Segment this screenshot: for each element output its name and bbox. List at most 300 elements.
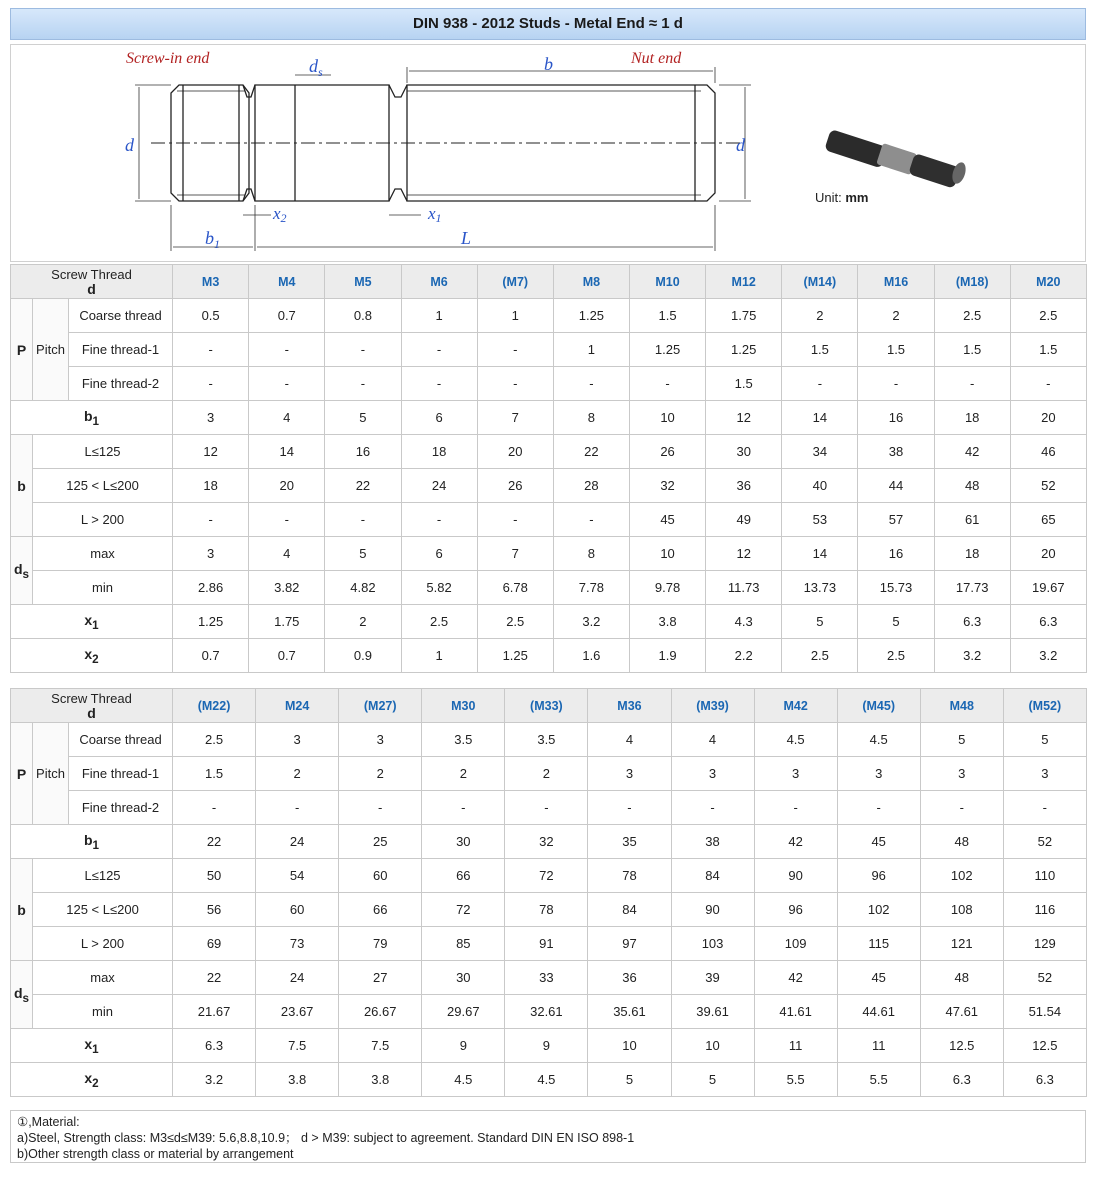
- value-cell: 3: [588, 757, 671, 791]
- value-cell: M10: [629, 265, 705, 299]
- value-cell: 3.5: [422, 723, 505, 757]
- value-cell: 48: [934, 469, 1010, 503]
- table-row: [11, 995, 1087, 1029]
- fine1-label: Fine thread-1: [69, 333, 173, 367]
- fine1-label: Fine thread-1: [69, 757, 173, 791]
- value-cell: 47.61: [920, 995, 1003, 1029]
- value-cell: 42: [754, 961, 837, 995]
- value-cell: (M45): [837, 689, 920, 723]
- value-cell: (M27): [339, 689, 422, 723]
- value-cell: 1: [401, 299, 477, 333]
- value-cell: 2: [858, 299, 934, 333]
- value-cell: 11.73: [706, 571, 782, 605]
- value-cell: (M18): [934, 265, 1010, 299]
- nut-end-label: Nut end: [631, 50, 682, 67]
- value-cell: 73: [256, 927, 339, 961]
- value-cell: 3.2: [173, 1063, 256, 1097]
- value-cell: M3: [173, 265, 249, 299]
- value-cell: 52: [1010, 469, 1086, 503]
- value-cell: 48: [920, 961, 1003, 995]
- value-cell: 7.78: [553, 571, 629, 605]
- value-cell: 3: [173, 401, 249, 435]
- min-label: min: [33, 571, 173, 605]
- value-cell: 7: [477, 537, 553, 571]
- value-cell: 5.5: [754, 1063, 837, 1097]
- value-cell: 2.5: [477, 605, 553, 639]
- x2-row-label: $x_2$: [11, 639, 173, 673]
- value-cell: 72: [505, 859, 588, 893]
- value-cell: 32: [629, 469, 705, 503]
- value-cell: 52: [1003, 961, 1086, 995]
- value-cell: 9.78: [629, 571, 705, 605]
- table-row: [11, 435, 1087, 469]
- material-notes: [10, 1110, 1086, 1163]
- value-cell: 49: [706, 503, 782, 537]
- value-cell: 3.2: [1010, 639, 1086, 673]
- value-cell: 3: [671, 757, 754, 791]
- value-cell: 0.5: [173, 299, 249, 333]
- page-title: DIN 938 - 2012 Studs - Metal End ≈ 1 d: [10, 8, 1086, 40]
- value-cell: 1.5: [858, 333, 934, 367]
- value-cell: (M39): [671, 689, 754, 723]
- value-cell: 42: [934, 435, 1010, 469]
- value-cell: 91: [505, 927, 588, 961]
- l200-label: L > 200: [33, 927, 173, 961]
- max-label: max: [33, 537, 173, 571]
- value-cell: 20: [1010, 537, 1086, 571]
- value-cell: 26: [477, 469, 553, 503]
- value-cell: 26: [629, 435, 705, 469]
- value-cell: -: [249, 367, 325, 401]
- value-cell: 1.25: [706, 333, 782, 367]
- value-cell: 11: [754, 1029, 837, 1063]
- coarse-label: Coarse thread: [69, 723, 173, 757]
- table-row: [11, 299, 1087, 333]
- value-cell: 18: [401, 435, 477, 469]
- value-cell: (M7): [477, 265, 553, 299]
- value-cell: 11: [837, 1029, 920, 1063]
- value-cell: 3.8: [629, 605, 705, 639]
- value-cell: 3: [173, 537, 249, 571]
- fine2-label: Fine thread-2: [69, 367, 173, 401]
- value-cell: 2.5: [1010, 299, 1086, 333]
- value-cell: 46: [1010, 435, 1086, 469]
- b1-label: $b_1$: [205, 228, 220, 251]
- value-cell: 45: [837, 961, 920, 995]
- value-cell: 57: [858, 503, 934, 537]
- b-label: b: [544, 54, 553, 74]
- value-cell: -: [588, 791, 671, 825]
- value-cell: -: [754, 791, 837, 825]
- value-cell: 35.61: [588, 995, 671, 1029]
- value-cell: 4.5: [754, 723, 837, 757]
- value-cell: 12: [706, 401, 782, 435]
- table-row: [11, 859, 1087, 893]
- value-cell: 3: [1003, 757, 1086, 791]
- value-cell: 1.5: [706, 367, 782, 401]
- value-cell: -: [249, 503, 325, 537]
- value-cell: 13.73: [782, 571, 858, 605]
- value-cell: 5.82: [401, 571, 477, 605]
- b-row-label: b: [11, 859, 33, 961]
- value-cell: 6: [401, 401, 477, 435]
- value-cell: 36: [588, 961, 671, 995]
- value-cell: 5: [920, 723, 1003, 757]
- value-cell: 30: [706, 435, 782, 469]
- value-cell: 2.86: [173, 571, 249, 605]
- table-row: [11, 503, 1087, 537]
- value-cell: 90: [754, 859, 837, 893]
- value-cell: -: [325, 333, 401, 367]
- value-cell: 40: [782, 469, 858, 503]
- value-cell: 4.5: [837, 723, 920, 757]
- value-cell: 2: [256, 757, 339, 791]
- value-cell: 96: [754, 893, 837, 927]
- value-cell: 29.67: [422, 995, 505, 1029]
- value-cell: 35: [588, 825, 671, 859]
- value-cell: 3: [837, 757, 920, 791]
- value-cell: 3.2: [934, 639, 1010, 673]
- value-cell: 14: [249, 435, 325, 469]
- value-cell: 79: [339, 927, 422, 961]
- value-cell: -: [934, 367, 1010, 401]
- value-cell: 5: [588, 1063, 671, 1097]
- value-cell: 32.61: [505, 995, 588, 1029]
- value-cell: -: [173, 367, 249, 401]
- value-cell: M20: [1010, 265, 1086, 299]
- value-cell: 17.73: [934, 571, 1010, 605]
- value-cell: 30: [422, 961, 505, 995]
- note-line: a)Steel, Strength class: M3≤d≤M39: 5.6,8.8,10.9； d > M39: subject to agreement. Standard DIN EN ISO 898-1: [17, 1131, 635, 1145]
- value-cell: 5: [325, 401, 401, 435]
- value-cell: 6.3: [1003, 1063, 1086, 1097]
- value-cell: 96: [837, 859, 920, 893]
- value-cell: 14: [782, 537, 858, 571]
- value-cell: -: [422, 791, 505, 825]
- value-cell: 5.5: [837, 1063, 920, 1097]
- value-cell: 1.25: [553, 299, 629, 333]
- value-cell: 38: [671, 825, 754, 859]
- value-cell: 52: [1003, 825, 1086, 859]
- value-cell: 2: [782, 299, 858, 333]
- l125-label: L≤125: [33, 435, 173, 469]
- table-row: [11, 333, 1087, 367]
- value-cell: 18: [934, 537, 1010, 571]
- value-cell: 129: [1003, 927, 1086, 961]
- value-cell: 22: [325, 469, 401, 503]
- value-cell: 4.5: [422, 1063, 505, 1097]
- x2-label: x2: [273, 204, 287, 225]
- table-row: [11, 401, 1087, 435]
- table-row: [11, 367, 1087, 401]
- value-cell: 16: [858, 401, 934, 435]
- value-cell: 5: [671, 1063, 754, 1097]
- value-cell: 109: [754, 927, 837, 961]
- value-cell: -: [477, 367, 553, 401]
- value-cell: 0.7: [173, 639, 249, 673]
- value-cell: 24: [256, 961, 339, 995]
- p-label: P: [11, 723, 33, 825]
- value-cell: 27: [339, 961, 422, 995]
- table-row: [11, 1063, 1087, 1097]
- value-cell: 44: [858, 469, 934, 503]
- screw-thread-header: Screw Thread d: [11, 265, 173, 299]
- value-cell: 20: [249, 469, 325, 503]
- value-cell: 44.61: [837, 995, 920, 1029]
- value-cell: 102: [837, 893, 920, 927]
- value-cell: M6: [401, 265, 477, 299]
- value-cell: 3: [920, 757, 1003, 791]
- value-cell: 90: [671, 893, 754, 927]
- value-cell: M48: [920, 689, 1003, 723]
- value-cell: 84: [671, 859, 754, 893]
- value-cell: 42: [754, 825, 837, 859]
- coarse-label: Coarse thread: [69, 299, 173, 333]
- value-cell: 60: [256, 893, 339, 927]
- value-cell: 3.8: [256, 1063, 339, 1097]
- value-cell: 110: [1003, 859, 1086, 893]
- table-row: [11, 571, 1087, 605]
- b1-row-label: $b_1$: [11, 401, 173, 435]
- value-cell: M8: [553, 265, 629, 299]
- screw-in-end-label: Screw-in end: [126, 50, 210, 67]
- value-cell: 16: [325, 435, 401, 469]
- value-cell: 28: [553, 469, 629, 503]
- value-cell: 5: [1003, 723, 1086, 757]
- value-cell: 51.54: [1003, 995, 1086, 1029]
- ds-row-label: $d_s$: [11, 961, 33, 1029]
- value-cell: 4: [588, 723, 671, 757]
- value-cell: 84: [588, 893, 671, 927]
- value-cell: 116: [1003, 893, 1086, 927]
- value-cell: 1.9: [629, 639, 705, 673]
- value-cell: 103: [671, 927, 754, 961]
- value-cell: 6: [401, 537, 477, 571]
- l200-label: L > 200: [33, 503, 173, 537]
- value-cell: -: [256, 791, 339, 825]
- table-row: [11, 605, 1087, 639]
- value-cell: -: [505, 791, 588, 825]
- p-label: P: [11, 299, 33, 401]
- value-cell: 2: [422, 757, 505, 791]
- table-row: [11, 791, 1087, 825]
- value-cell: 7.5: [256, 1029, 339, 1063]
- value-cell: 2.5: [782, 639, 858, 673]
- value-cell: 3.2: [553, 605, 629, 639]
- value-cell: 1: [553, 333, 629, 367]
- value-cell: 3.5: [505, 723, 588, 757]
- l125-label: L≤125: [33, 859, 173, 893]
- value-cell: 56: [173, 893, 256, 927]
- value-cell: 54: [256, 859, 339, 893]
- value-cell: 3: [754, 757, 837, 791]
- value-cell: M42: [754, 689, 837, 723]
- value-cell: 4.82: [325, 571, 401, 605]
- value-cell: 38: [858, 435, 934, 469]
- value-cell: 22: [553, 435, 629, 469]
- ds-label: $d_s$: [309, 56, 323, 79]
- value-cell: 6.78: [477, 571, 553, 605]
- value-cell: 32: [505, 825, 588, 859]
- fine2-label: Fine thread-2: [69, 791, 173, 825]
- value-cell: -: [858, 367, 934, 401]
- value-cell: 97: [588, 927, 671, 961]
- value-cell: -: [401, 333, 477, 367]
- value-cell: -: [920, 791, 1003, 825]
- value-cell: 20: [1010, 401, 1086, 435]
- value-cell: 12.5: [1003, 1029, 1086, 1063]
- value-cell: 5: [325, 537, 401, 571]
- table-row: [11, 265, 1087, 299]
- value-cell: M4: [249, 265, 325, 299]
- value-cell: 6.3: [173, 1029, 256, 1063]
- value-cell: -: [553, 367, 629, 401]
- table-row: [11, 537, 1087, 571]
- value-cell: 61: [934, 503, 1010, 537]
- value-cell: -: [173, 791, 256, 825]
- value-cell: 0.7: [249, 639, 325, 673]
- value-cell: 6.3: [1010, 605, 1086, 639]
- value-cell: 10: [629, 537, 705, 571]
- value-cell: 1.75: [249, 605, 325, 639]
- value-cell: 15.73: [858, 571, 934, 605]
- value-cell: 36: [706, 469, 782, 503]
- value-cell: 16: [858, 537, 934, 571]
- value-cell: -: [339, 791, 422, 825]
- value-cell: 53: [782, 503, 858, 537]
- value-cell: 1.75: [706, 299, 782, 333]
- table-row: [11, 893, 1087, 927]
- value-cell: 10: [671, 1029, 754, 1063]
- value-cell: 1.25: [477, 639, 553, 673]
- value-cell: 1.5: [629, 299, 705, 333]
- x1-row-label: $x_1$: [11, 605, 173, 639]
- x1-label: x1: [428, 204, 442, 225]
- table-row: [11, 961, 1087, 995]
- value-cell: 6.3: [920, 1063, 1003, 1097]
- d-left-label: d: [125, 135, 134, 155]
- value-cell: 60: [339, 859, 422, 893]
- value-cell: 22: [173, 961, 256, 995]
- value-cell: 12: [706, 537, 782, 571]
- value-cell: -: [249, 333, 325, 367]
- value-cell: -: [671, 791, 754, 825]
- value-cell: -: [553, 503, 629, 537]
- value-cell: 1.5: [782, 333, 858, 367]
- value-cell: (M14): [782, 265, 858, 299]
- note-line: ①,Material:: [17, 1115, 80, 1129]
- value-cell: 1: [401, 639, 477, 673]
- value-cell: M16: [858, 265, 934, 299]
- value-cell: -: [837, 791, 920, 825]
- value-cell: 8: [553, 537, 629, 571]
- table-row: [11, 469, 1087, 503]
- value-cell: 2.5: [934, 299, 1010, 333]
- value-cell: 4.5: [505, 1063, 588, 1097]
- value-cell: 2: [505, 757, 588, 791]
- value-cell: 2: [339, 757, 422, 791]
- value-cell: 66: [339, 893, 422, 927]
- value-cell: 3: [256, 723, 339, 757]
- value-cell: 72: [422, 893, 505, 927]
- value-cell: 1.25: [173, 605, 249, 639]
- value-cell: 21.67: [173, 995, 256, 1029]
- value-cell: 48: [920, 825, 1003, 859]
- value-cell: 66: [422, 859, 505, 893]
- pitch-label: Pitch: [33, 723, 69, 825]
- table-row: [11, 689, 1087, 723]
- value-cell: 108: [920, 893, 1003, 927]
- value-cell: -: [401, 367, 477, 401]
- value-cell: 34: [782, 435, 858, 469]
- value-cell: 1.5: [173, 757, 256, 791]
- ds-row-label: $d_s$: [11, 537, 33, 605]
- x2-row-label: $x_2$: [11, 1063, 173, 1097]
- value-cell: 1.25: [629, 333, 705, 367]
- value-cell: 26.67: [339, 995, 422, 1029]
- value-cell: -: [629, 367, 705, 401]
- value-cell: 5: [782, 605, 858, 639]
- value-cell: 25: [339, 825, 422, 859]
- value-cell: (M52): [1003, 689, 1086, 723]
- L-label: L: [461, 228, 472, 248]
- table-row: [11, 825, 1087, 859]
- value-cell: 2.5: [401, 605, 477, 639]
- value-cell: 85: [422, 927, 505, 961]
- max-label: max: [33, 961, 173, 995]
- value-cell: 115: [837, 927, 920, 961]
- pitch-label: Pitch: [33, 299, 69, 401]
- value-cell: 6.3: [934, 605, 1010, 639]
- spec-table-2: [10, 688, 1087, 1097]
- value-cell: -: [173, 333, 249, 367]
- value-cell: 102: [920, 859, 1003, 893]
- value-cell: -: [782, 367, 858, 401]
- value-cell: 2.2: [706, 639, 782, 673]
- value-cell: 3.82: [249, 571, 325, 605]
- stud-drawing: [10, 44, 1086, 262]
- value-cell: 39.61: [671, 995, 754, 1029]
- value-cell: 4: [671, 723, 754, 757]
- note-line: b)Other strength class or material by arrangement: [17, 1147, 294, 1161]
- value-cell: 10: [588, 1029, 671, 1063]
- value-cell: 24: [401, 469, 477, 503]
- value-cell: 2.5: [858, 639, 934, 673]
- value-cell: 10: [629, 401, 705, 435]
- unit-note: Unit: mm: [815, 190, 869, 205]
- l125-200-label: 125 < L≤200: [33, 469, 173, 503]
- value-cell: 30: [422, 825, 505, 859]
- value-cell: 121: [920, 927, 1003, 961]
- value-cell: 5: [858, 605, 934, 639]
- value-cell: M24: [256, 689, 339, 723]
- value-cell: 12: [173, 435, 249, 469]
- value-cell: 24: [256, 825, 339, 859]
- value-cell: 2: [325, 605, 401, 639]
- value-cell: 22: [173, 825, 256, 859]
- value-cell: -: [1010, 367, 1086, 401]
- value-cell: 2.5: [173, 723, 256, 757]
- value-cell: 3: [339, 723, 422, 757]
- value-cell: 9: [505, 1029, 588, 1063]
- value-cell: 1.6: [553, 639, 629, 673]
- l125-200-label: 125 < L≤200: [33, 893, 173, 927]
- b-row-label: b: [11, 435, 33, 537]
- value-cell: 4: [249, 537, 325, 571]
- x1-row-label: $x_1$: [11, 1029, 173, 1063]
- value-cell: 4.3: [706, 605, 782, 639]
- value-cell: 4: [249, 401, 325, 435]
